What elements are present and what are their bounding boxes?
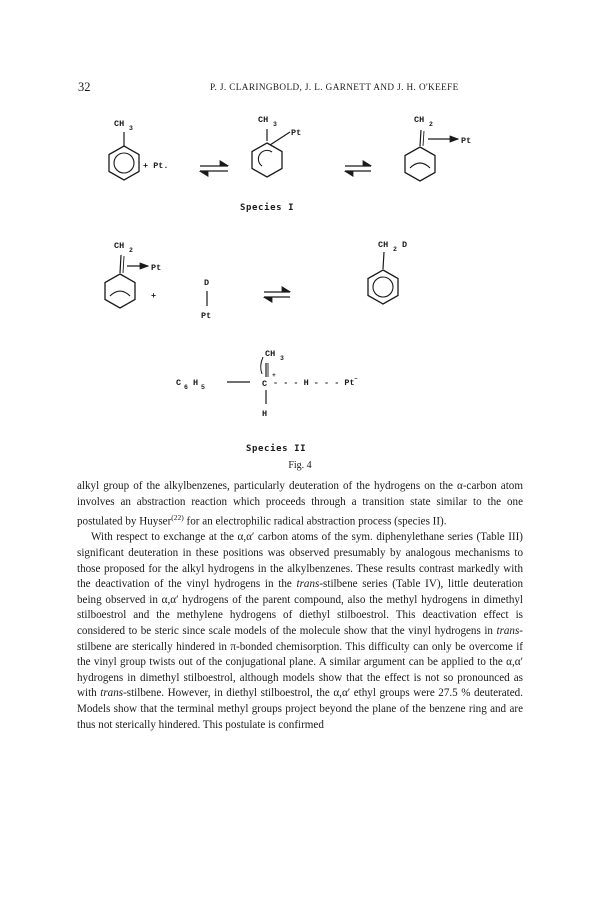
plus-pt-label: + Pt. [143,161,169,171]
svg-text:6: 6 [184,384,188,391]
svg-text:2: 2 [129,247,133,254]
svg-text:D: D [204,278,210,288]
paragraph-1: alkyl group of the alkylbenzenes, particularly deuteration of the hydrogens on the α-carbon atom involves an abstraction reaction which proceeds through a transition state similar to the one postulated by Huyser$^{(22)}$ for an electrophilic radical abstraction process (species II). [77,480,523,528]
svg-text:CH: CH [378,240,389,250]
svg-text:5: 5 [201,384,205,391]
svg-text:H: H [262,409,268,419]
svg-text:CH: CH [258,115,269,125]
ch3-label-1: CH [114,119,125,129]
svg-text:Pt: Pt [151,263,162,273]
svg-text:CH: CH [114,241,125,251]
svg-text:CH: CH [414,115,425,125]
svg-text:C: C [262,379,268,389]
equilibrium-arrow-2 [345,166,371,171]
svg-text:2: 2 [393,246,397,253]
equilibrium-arrow-1 [200,166,228,171]
species-1-pi-structure [405,115,471,181]
svg-text:Pt: Pt [291,128,302,138]
svg-text:–: – [354,375,358,382]
svg-text:CH: CH [265,349,276,359]
svg-text:2: 2 [429,121,433,128]
svg-text:+: + [272,372,276,379]
svg-text:Pt: Pt [461,136,472,146]
ch2d-toluene-structure [368,240,407,304]
pi-complex-structure [105,241,161,308]
species-1-label: Species I [240,203,295,213]
svg-text:C: C [176,378,182,388]
species-2-structure [176,349,358,454]
toluene-structure [109,119,169,180]
svg-text:3: 3 [273,121,277,128]
svg-text:- - - H - - - Pt: - - - H - - - Pt [273,378,355,388]
paragraph-2: With respect to exchange at the α,α′ carbon atoms of the sym. diphenylethane series (Table III) significant deuteration in these positions was observed presumably by analogous mechanisms to those proposed for the alkyl hydrogens in the alkylbenzenes. These results contrast markedly with the deactivation of the vinyl hydrogens in the trans-stilbene series (Table IV), little deuteration being observed in α,α′ hydrogens of the parent compound, also the methyl hydrogens in dimethyl stilboestrol and the methylene hydrogens of diethyl stilboestrol. This deactivation effect is considered to be steric since scale models of the molecule show that the vinyl hydrogens in trans-stilbene are sterically hindered in π-bonded chemisorption. This difficulty can only be overcome if the vinyl group twists out of the conjugational plane. A similar argument can be applied to the α,α′ hydrogens in dimethyl stilboestrol, although models show that the effect is not so pronounced as with trans-stilbene. However, in diethyl stilboestrol, the α,α′ ethyl groups were 27.5 % deuterated. Models show that the terminal methyl groups project beyond the plane of the benzene ring and are thus not sterically hindered. This postulate is confirmed [77,531,523,731]
svg-text:Pt: Pt [201,311,212,321]
running-head: P. J. CLARINGBOLD, J. L. GARNETT AND J. H. O'KEEFE [210,82,459,92]
species-1-sigma-structure [240,115,301,213]
svg-text:3: 3 [280,355,284,362]
svg-text:D: D [402,240,408,250]
svg-text:3: 3 [129,125,133,132]
equilibrium-arrow-3 [264,292,290,297]
page-number: 32 [78,80,91,94]
svg-text:H: H [193,378,199,388]
body-text [77,479,523,733]
d-pt-structure [201,278,211,321]
figure-caption: Fig. 4 [288,460,312,471]
species-2-label: Species II [246,444,307,454]
svg-text:+: + [151,291,157,301]
